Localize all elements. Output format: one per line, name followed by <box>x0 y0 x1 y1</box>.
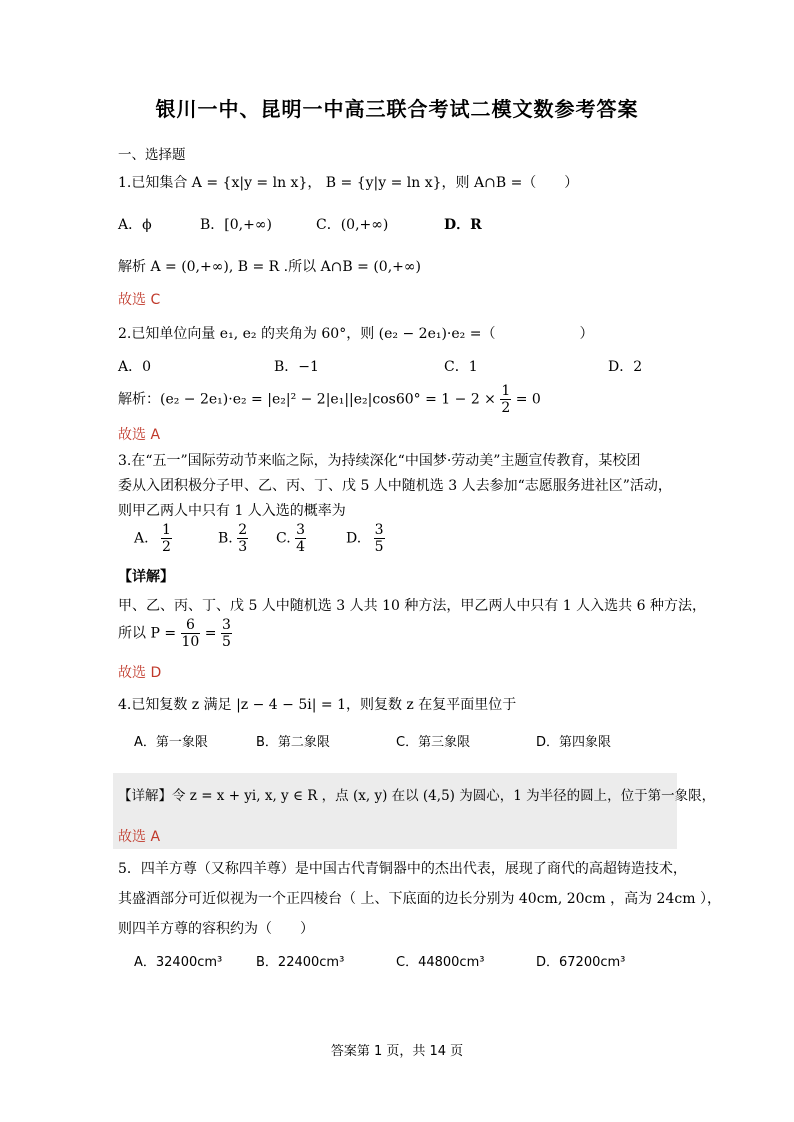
option-fraction <box>374 522 385 555</box>
q5-option-b: B．22400cm³ <box>256 955 345 970</box>
q3-stem-line-3: 则甲乙两人中只有 1 人入选的概率为 <box>118 503 346 519</box>
option-fraction <box>237 522 248 555</box>
q2-option-d: D．2 <box>608 359 643 375</box>
detail-equals: = <box>204 625 217 642</box>
q3-detail-heading: 【详解】 <box>118 569 174 585</box>
q2-analysis-suffix: = 0 <box>515 391 541 408</box>
q1-option-c: C．(0,+∞) <box>316 217 389 233</box>
q1-option-d: D．R <box>444 217 482 233</box>
fraction-numerator: 1 <box>162 522 171 538</box>
q5-stem-line-3: 则四羊方尊的容积约为（ ） <box>118 921 314 937</box>
fraction-denominator: 2 <box>162 539 171 555</box>
fraction-denominator: 5 <box>374 539 384 555</box>
q5-option-c: C．44800cm³ <box>396 955 485 970</box>
q3-option-d <box>346 522 385 555</box>
section-heading: 一、选择题 <box>118 147 186 163</box>
q4-option-c: C．第三象限 <box>396 735 471 750</box>
option-label: D. <box>346 530 362 547</box>
fraction-denominator: 3 <box>238 539 248 555</box>
q2-analysis <box>118 383 541 416</box>
q1-analysis: 解析 A = (0,+∞), B = R .所以 A∩B = (0,+∞) <box>118 259 422 275</box>
q1-answer: 故选 C <box>118 292 161 308</box>
q2-stem: 2.已知单位向量 e₁, e₂ 的夹角为 60°，则 (e₂ − 2e₁)·e₂ =（ ） <box>118 326 594 342</box>
option-label: B. <box>218 530 233 547</box>
q2-analysis-fraction <box>500 383 511 416</box>
q5-option-d: D．67200cm³ <box>536 955 626 970</box>
q5-stem-line-1: 5．四羊方尊（又称四羊尊）是中国古代青铜器中的杰出代表，展现了商代的高超铸造技术， <box>118 861 687 877</box>
q2-option-c: C．1 <box>444 359 478 375</box>
q3-option-b <box>218 522 248 555</box>
option-label: A. <box>134 530 149 547</box>
q4-detail-panel <box>113 773 677 849</box>
fraction-numerator: 3 <box>221 617 231 633</box>
detail-prefix: 所以 P = <box>118 625 177 642</box>
q2-option-a: A．0 <box>118 359 152 375</box>
option-fraction <box>161 522 172 555</box>
fraction-numerator: 3 <box>374 522 384 538</box>
q2-option-b: B．−1 <box>274 359 319 375</box>
fraction-denominator: 2 <box>501 400 511 416</box>
option-label: C. <box>276 530 291 547</box>
page-title: 银川一中、昆明一中高三联合考试二模文数参考答案 <box>155 97 639 121</box>
fraction-numerator: 3 <box>296 522 306 538</box>
fraction-numerator: 1 <box>501 383 511 399</box>
q4-option-d: D．第四象限 <box>536 735 612 750</box>
q1-option-b: B．[0,+∞) <box>200 217 272 233</box>
detail-fraction-1 <box>181 617 201 650</box>
q3-option-c <box>276 522 306 555</box>
fraction-denominator: 4 <box>296 539 306 555</box>
q3-answer: 故选 D <box>118 665 162 681</box>
detail-fraction-2 <box>221 617 232 650</box>
q4-option-a: A．第一象限 <box>134 735 208 750</box>
q4-detail: 【详解】令 z = x + yi, x, y ∈ R ，点 (x, y) 在以 (4,5) 为圆心，1 为半径的圆上，位于第一象限， <box>118 788 716 804</box>
q4-option-b: B．第二象限 <box>256 735 330 750</box>
q2-analysis-prefix: 解析：(e₂ − 2e₁)·e₂ = |e₂|² − 2|e₁||e₂|cos60° = 1 − 2 × <box>118 391 496 408</box>
fraction-numerator: 6 <box>185 617 195 633</box>
q5-option-a: A．32400cm³ <box>134 955 223 970</box>
q2-answer: 故选 A <box>118 427 161 443</box>
q3-detail-line-2 <box>118 617 232 650</box>
q4-stem: 4.已知复数 z 满足 |z − 4 − 5i| = 1，则复数 z 在复平面里位于 <box>118 697 517 713</box>
q5-stem-line-2: 其盛酒部分可近似视为一个正四棱台（ 上、下底面的边长分别为 40cm, 20cm ，高为 24cm ）， <box>118 891 721 907</box>
q3-option-a <box>134 522 172 555</box>
q3-detail-line-1: 甲、乙、丙、丁、戊 5 人中随机选 3 人共 10 种方法，甲乙两人中只有 1 人入选共 6 种方法， <box>118 598 706 614</box>
fraction-denominator: 5 <box>221 634 231 650</box>
option-fraction <box>295 522 306 555</box>
q4-answer: 故选 A <box>118 829 161 845</box>
q3-stem-line-1: 3.在“五一”国际劳动节来临之际，为持续深化“中国梦·劳动美”主题宣传教育，某校团 <box>118 453 641 469</box>
q1-stem: 1.已知集合 A = {x|y = ln x}， B = {y|y = ln x}，则 A∩B =（ ） <box>118 175 579 191</box>
q1-option-a: A．ϕ <box>118 217 152 233</box>
q3-stem-line-2: 委从入团积极分子甲、乙、丙、丁、戊 5 人中随机选 3 人去参加“志愿服务进社区”活动， <box>118 478 672 494</box>
fraction-denominator: 10 <box>181 634 200 650</box>
page-footer: 答案第 1 页，共 14 页 <box>330 1044 464 1059</box>
fraction-numerator: 2 <box>238 522 248 538</box>
